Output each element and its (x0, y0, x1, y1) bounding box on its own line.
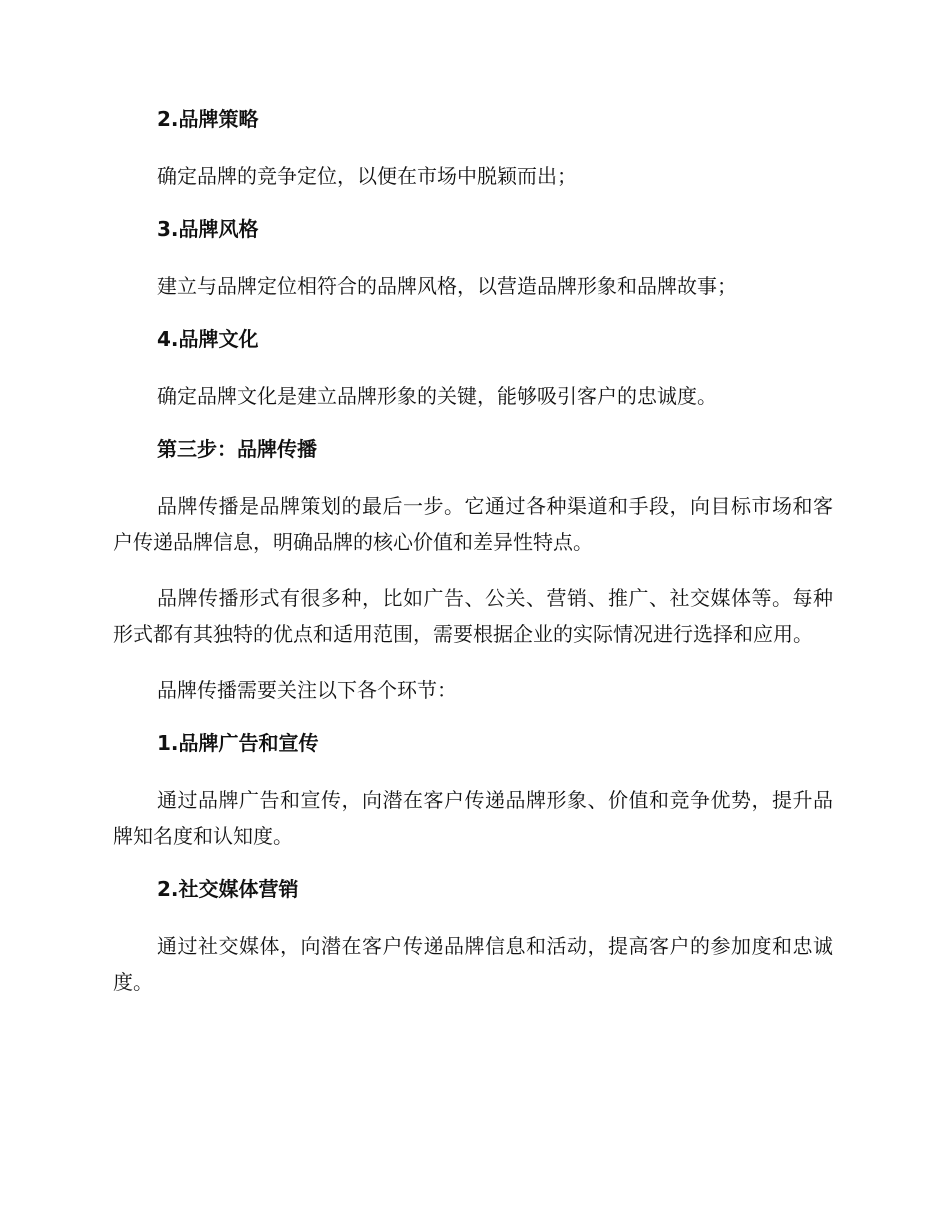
paragraph-brand-style: 建立与品牌定位相符合的品牌风格，以营造品牌形象和品牌故事； (157, 274, 737, 298)
document-body (113, 104, 833, 1020)
section-heading-brand-style: 3.品牌风格 (157, 217, 259, 241)
paragraph-communication-intro: 品牌传播是品牌策划的最后一步。它通过各种渠道和手段，向目标市场和客户传递品牌信息，明确品牌的核心价值和差异性特点。 (113, 494, 833, 554)
paragraph-brand-strategy: 确定品牌的竞争定位，以便在市场中脱颖而出； (157, 164, 577, 188)
section-heading-brand-culture: 4.品牌文化 (157, 327, 259, 351)
section-heading-social-media: 2.社交媒体营销 (157, 877, 299, 901)
step-heading-brand-communication: 第三步：品牌传播 (157, 437, 317, 461)
section-heading-advertising: 1.品牌广告和宣传 (157, 731, 319, 755)
paragraph-social-media: 通过社交媒体，向潜在客户传递品牌信息和活动，提高客户的参加度和忠诚度。 (113, 934, 833, 994)
paragraph-communication-forms: 品牌传播形式有很多种，比如广告、公关、营销、推广、社交媒体等。每种形式都有其独特的优点和适用范围，需要根据企业的实际情况进行选择和应用。 (113, 586, 833, 646)
section-heading-brand-strategy: 2.品牌策略 (157, 107, 259, 131)
paragraph-brand-culture: 确定品牌文化是建立品牌形象的关键，能够吸引客户的忠诚度。 (157, 384, 717, 408)
paragraph-communication-aspects: 品牌传播需要关注以下各个环节： (157, 678, 457, 702)
paragraph-advertising: 通过品牌广告和宣传，向潜在客户传递品牌形象、价值和竞争优势，提升品牌知名度和认知度。 (113, 788, 833, 848)
